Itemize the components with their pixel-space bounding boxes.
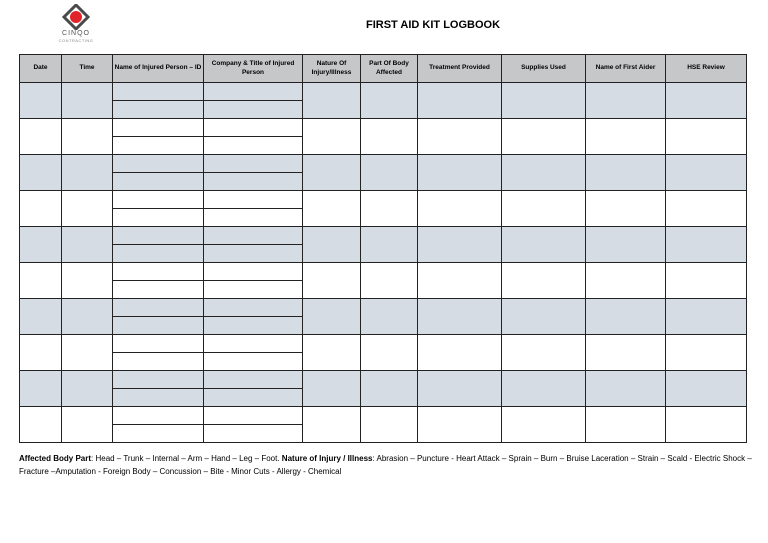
company-title-cell[interactable] — [204, 209, 303, 227]
supplies-cell[interactable] — [502, 263, 586, 299]
hse-review-cell[interactable] — [666, 227, 747, 263]
company-title-cell[interactable] — [204, 101, 303, 119]
nature-injury-cell[interactable] — [303, 83, 361, 119]
first-aider-cell[interactable] — [586, 119, 666, 155]
time-cell[interactable] — [62, 155, 113, 191]
column-header-injured-name: Name of Injured Person – ID — [113, 55, 204, 83]
supplies-cell[interactable] — [502, 371, 586, 407]
date-cell[interactable] — [20, 119, 62, 155]
supplies-cell[interactable] — [502, 407, 586, 443]
legend — [19, 452, 754, 478]
logo-text: CINQO — [62, 30, 90, 37]
column-header-time: Time — [62, 55, 113, 83]
first-aider-cell[interactable] — [586, 371, 666, 407]
injured-name-cell[interactable] — [113, 299, 204, 317]
company-title-cell[interactable] — [204, 407, 303, 425]
hse-review-cell[interactable] — [666, 263, 747, 299]
hse-review-cell[interactable] — [666, 335, 747, 371]
page-title: FIRST AID KIT LOGBOOK — [366, 19, 501, 31]
time-cell[interactable] — [62, 119, 113, 155]
body-part-cell[interactable] — [361, 371, 418, 407]
company-title-cell[interactable] — [204, 371, 303, 389]
company-title-cell[interactable] — [204, 119, 303, 137]
first-aider-cell[interactable] — [586, 299, 666, 335]
body-part-cell[interactable] — [361, 83, 418, 119]
table-row — [20, 83, 747, 101]
body-part-cell[interactable] — [361, 227, 418, 263]
logbook-table — [19, 54, 747, 443]
column-header-supplies: Supplies Used — [502, 55, 586, 83]
hse-review-cell[interactable] — [666, 407, 747, 443]
injured-name-cell[interactable] — [113, 281, 204, 299]
injured-name-cell[interactable] — [113, 353, 204, 371]
date-cell[interactable] — [20, 83, 62, 119]
body-part-cell[interactable] — [361, 407, 418, 443]
company-title-cell[interactable] — [204, 245, 303, 263]
supplies-cell[interactable] — [502, 119, 586, 155]
legend-injury-label: Nature of Injury / Illness — [281, 454, 373, 463]
injured-name-cell[interactable] — [113, 137, 204, 155]
company-logo — [50, 4, 106, 46]
table-row — [20, 335, 747, 353]
nature-injury-cell[interactable] — [303, 299, 361, 335]
nature-injury-cell[interactable] — [303, 191, 361, 227]
injured-name-cell[interactable] — [113, 101, 204, 119]
date-cell[interactable] — [20, 155, 62, 191]
treatment-cell[interactable] — [418, 371, 502, 407]
company-title-cell[interactable] — [204, 227, 303, 245]
company-title-cell[interactable] — [204, 335, 303, 353]
injured-name-cell[interactable] — [113, 317, 204, 335]
treatment-cell[interactable] — [418, 191, 502, 227]
hse-review-cell[interactable] — [666, 371, 747, 407]
treatment-cell[interactable] — [418, 155, 502, 191]
treatment-cell[interactable] — [418, 83, 502, 119]
logo-subtext: CONTRACTING — [58, 38, 94, 43]
date-cell[interactable] — [20, 407, 62, 443]
nature-injury-cell[interactable] — [303, 227, 361, 263]
treatment-cell[interactable] — [418, 299, 502, 335]
nature-injury-cell[interactable] — [303, 119, 361, 155]
first-aider-cell[interactable] — [586, 83, 666, 119]
company-title-cell[interactable] — [204, 137, 303, 155]
hse-review-cell[interactable] — [666, 119, 747, 155]
injured-name-cell[interactable] — [113, 245, 204, 263]
first-aider-cell[interactable] — [586, 407, 666, 443]
supplies-cell[interactable] — [502, 83, 586, 119]
table-row — [20, 263, 747, 281]
date-cell[interactable] — [20, 227, 62, 263]
company-title-cell[interactable] — [204, 353, 303, 371]
company-title-cell[interactable] — [204, 317, 303, 335]
injured-name-cell[interactable] — [113, 335, 204, 353]
first-aider-cell[interactable] — [586, 155, 666, 191]
hse-review-cell[interactable] — [666, 299, 747, 335]
nature-injury-cell[interactable] — [303, 371, 361, 407]
injured-name-cell[interactable] — [113, 191, 204, 209]
treatment-cell[interactable] — [418, 335, 502, 371]
time-cell[interactable] — [62, 191, 113, 227]
body-part-cell[interactable] — [361, 335, 418, 371]
table-row — [20, 407, 747, 425]
treatment-cell[interactable] — [418, 407, 502, 443]
supplies-cell[interactable] — [502, 227, 586, 263]
table-row — [20, 191, 747, 209]
injured-name-cell[interactable] — [113, 119, 204, 137]
date-cell[interactable] — [20, 191, 62, 227]
injured-name-cell[interactable] — [113, 155, 204, 173]
legend-body-text: : Head – Trunk – Internal – Arm – Hand – Leg – Foot. — [91, 454, 282, 463]
logo-mark-icon — [50, 4, 102, 30]
supplies-cell[interactable] — [502, 155, 586, 191]
time-cell[interactable] — [62, 335, 113, 371]
time-cell[interactable] — [62, 227, 113, 263]
column-header-first-aider: Name of First Aider — [586, 55, 666, 83]
nature-injury-cell[interactable] — [303, 335, 361, 371]
company-title-cell[interactable] — [204, 299, 303, 317]
hse-review-cell[interactable] — [666, 155, 747, 191]
table-row — [20, 299, 747, 317]
company-title-cell[interactable] — [204, 263, 303, 281]
time-cell[interactable] — [62, 299, 113, 335]
supplies-cell[interactable] — [502, 191, 586, 227]
injured-name-cell[interactable] — [113, 389, 204, 407]
date-cell[interactable] — [20, 263, 62, 299]
injured-name-cell[interactable] — [113, 173, 204, 191]
supplies-cell[interactable] — [502, 335, 586, 371]
table-header-row — [20, 55, 747, 83]
column-header-body-part: Part Of Body Affected — [361, 55, 418, 83]
company-title-cell[interactable] — [204, 155, 303, 173]
company-title-cell[interactable] — [204, 83, 303, 101]
injured-name-cell[interactable] — [113, 425, 204, 443]
hse-review-cell[interactable] — [666, 83, 747, 119]
injured-name-cell[interactable] — [113, 263, 204, 281]
first-aider-cell[interactable] — [586, 263, 666, 299]
treatment-cell[interactable] — [418, 227, 502, 263]
legend-injury-text: : Abrasion – Puncture - Heart Attack – Sprain – Burn – Bruise Laceration – Strain – Scald - Electric Shock – Fracture –Amputation - Foreign Body – Concussion – Bite - Minor Cuts - Allergy - Chemical — [19, 454, 752, 476]
company-title-cell[interactable] — [204, 191, 303, 209]
date-cell[interactable] — [20, 299, 62, 335]
time-cell[interactable] — [62, 371, 113, 407]
column-header-treatment: Treatment Provided — [418, 55, 502, 83]
column-header-date: Date — [20, 55, 62, 83]
column-header-company-title: Company & Title of Injured Person — [204, 55, 303, 83]
body-part-cell[interactable] — [361, 263, 418, 299]
treatment-cell[interactable] — [418, 119, 502, 155]
nature-injury-cell[interactable] — [303, 155, 361, 191]
time-cell[interactable] — [62, 83, 113, 119]
company-title-cell[interactable] — [204, 173, 303, 191]
table-row — [20, 227, 747, 245]
hse-review-cell[interactable] — [666, 191, 747, 227]
legend-body-label: Affected Body Part — [19, 454, 92, 463]
injured-name-cell[interactable] — [113, 371, 204, 389]
injured-name-cell[interactable] — [113, 227, 204, 245]
nature-injury-cell[interactable] — [303, 263, 361, 299]
date-cell[interactable] — [20, 371, 62, 407]
treatment-cell[interactable] — [418, 263, 502, 299]
table-row — [20, 371, 747, 389]
supplies-cell[interactable] — [502, 299, 586, 335]
date-cell[interactable] — [20, 335, 62, 371]
time-cell[interactable] — [62, 263, 113, 299]
first-aider-cell[interactable] — [586, 227, 666, 263]
injured-name-cell[interactable] — [113, 83, 204, 101]
column-header-hse-review: HSE Review — [666, 55, 747, 83]
body-part-cell[interactable] — [361, 119, 418, 155]
body-part-cell[interactable] — [361, 191, 418, 227]
first-aider-cell[interactable] — [586, 191, 666, 227]
body-part-cell[interactable] — [361, 155, 418, 191]
injured-name-cell[interactable] — [113, 209, 204, 227]
first-aider-cell[interactable] — [586, 335, 666, 371]
column-header-nature-injury: Nature Of Injury/Illness — [303, 55, 361, 83]
table-row — [20, 119, 747, 137]
company-title-cell[interactable] — [204, 425, 303, 443]
company-title-cell[interactable] — [204, 281, 303, 299]
nature-injury-cell[interactable] — [303, 407, 361, 443]
time-cell[interactable] — [62, 407, 113, 443]
injured-name-cell[interactable] — [113, 407, 204, 425]
company-title-cell[interactable] — [204, 389, 303, 407]
body-part-cell[interactable] — [361, 299, 418, 335]
table-row — [20, 155, 747, 173]
